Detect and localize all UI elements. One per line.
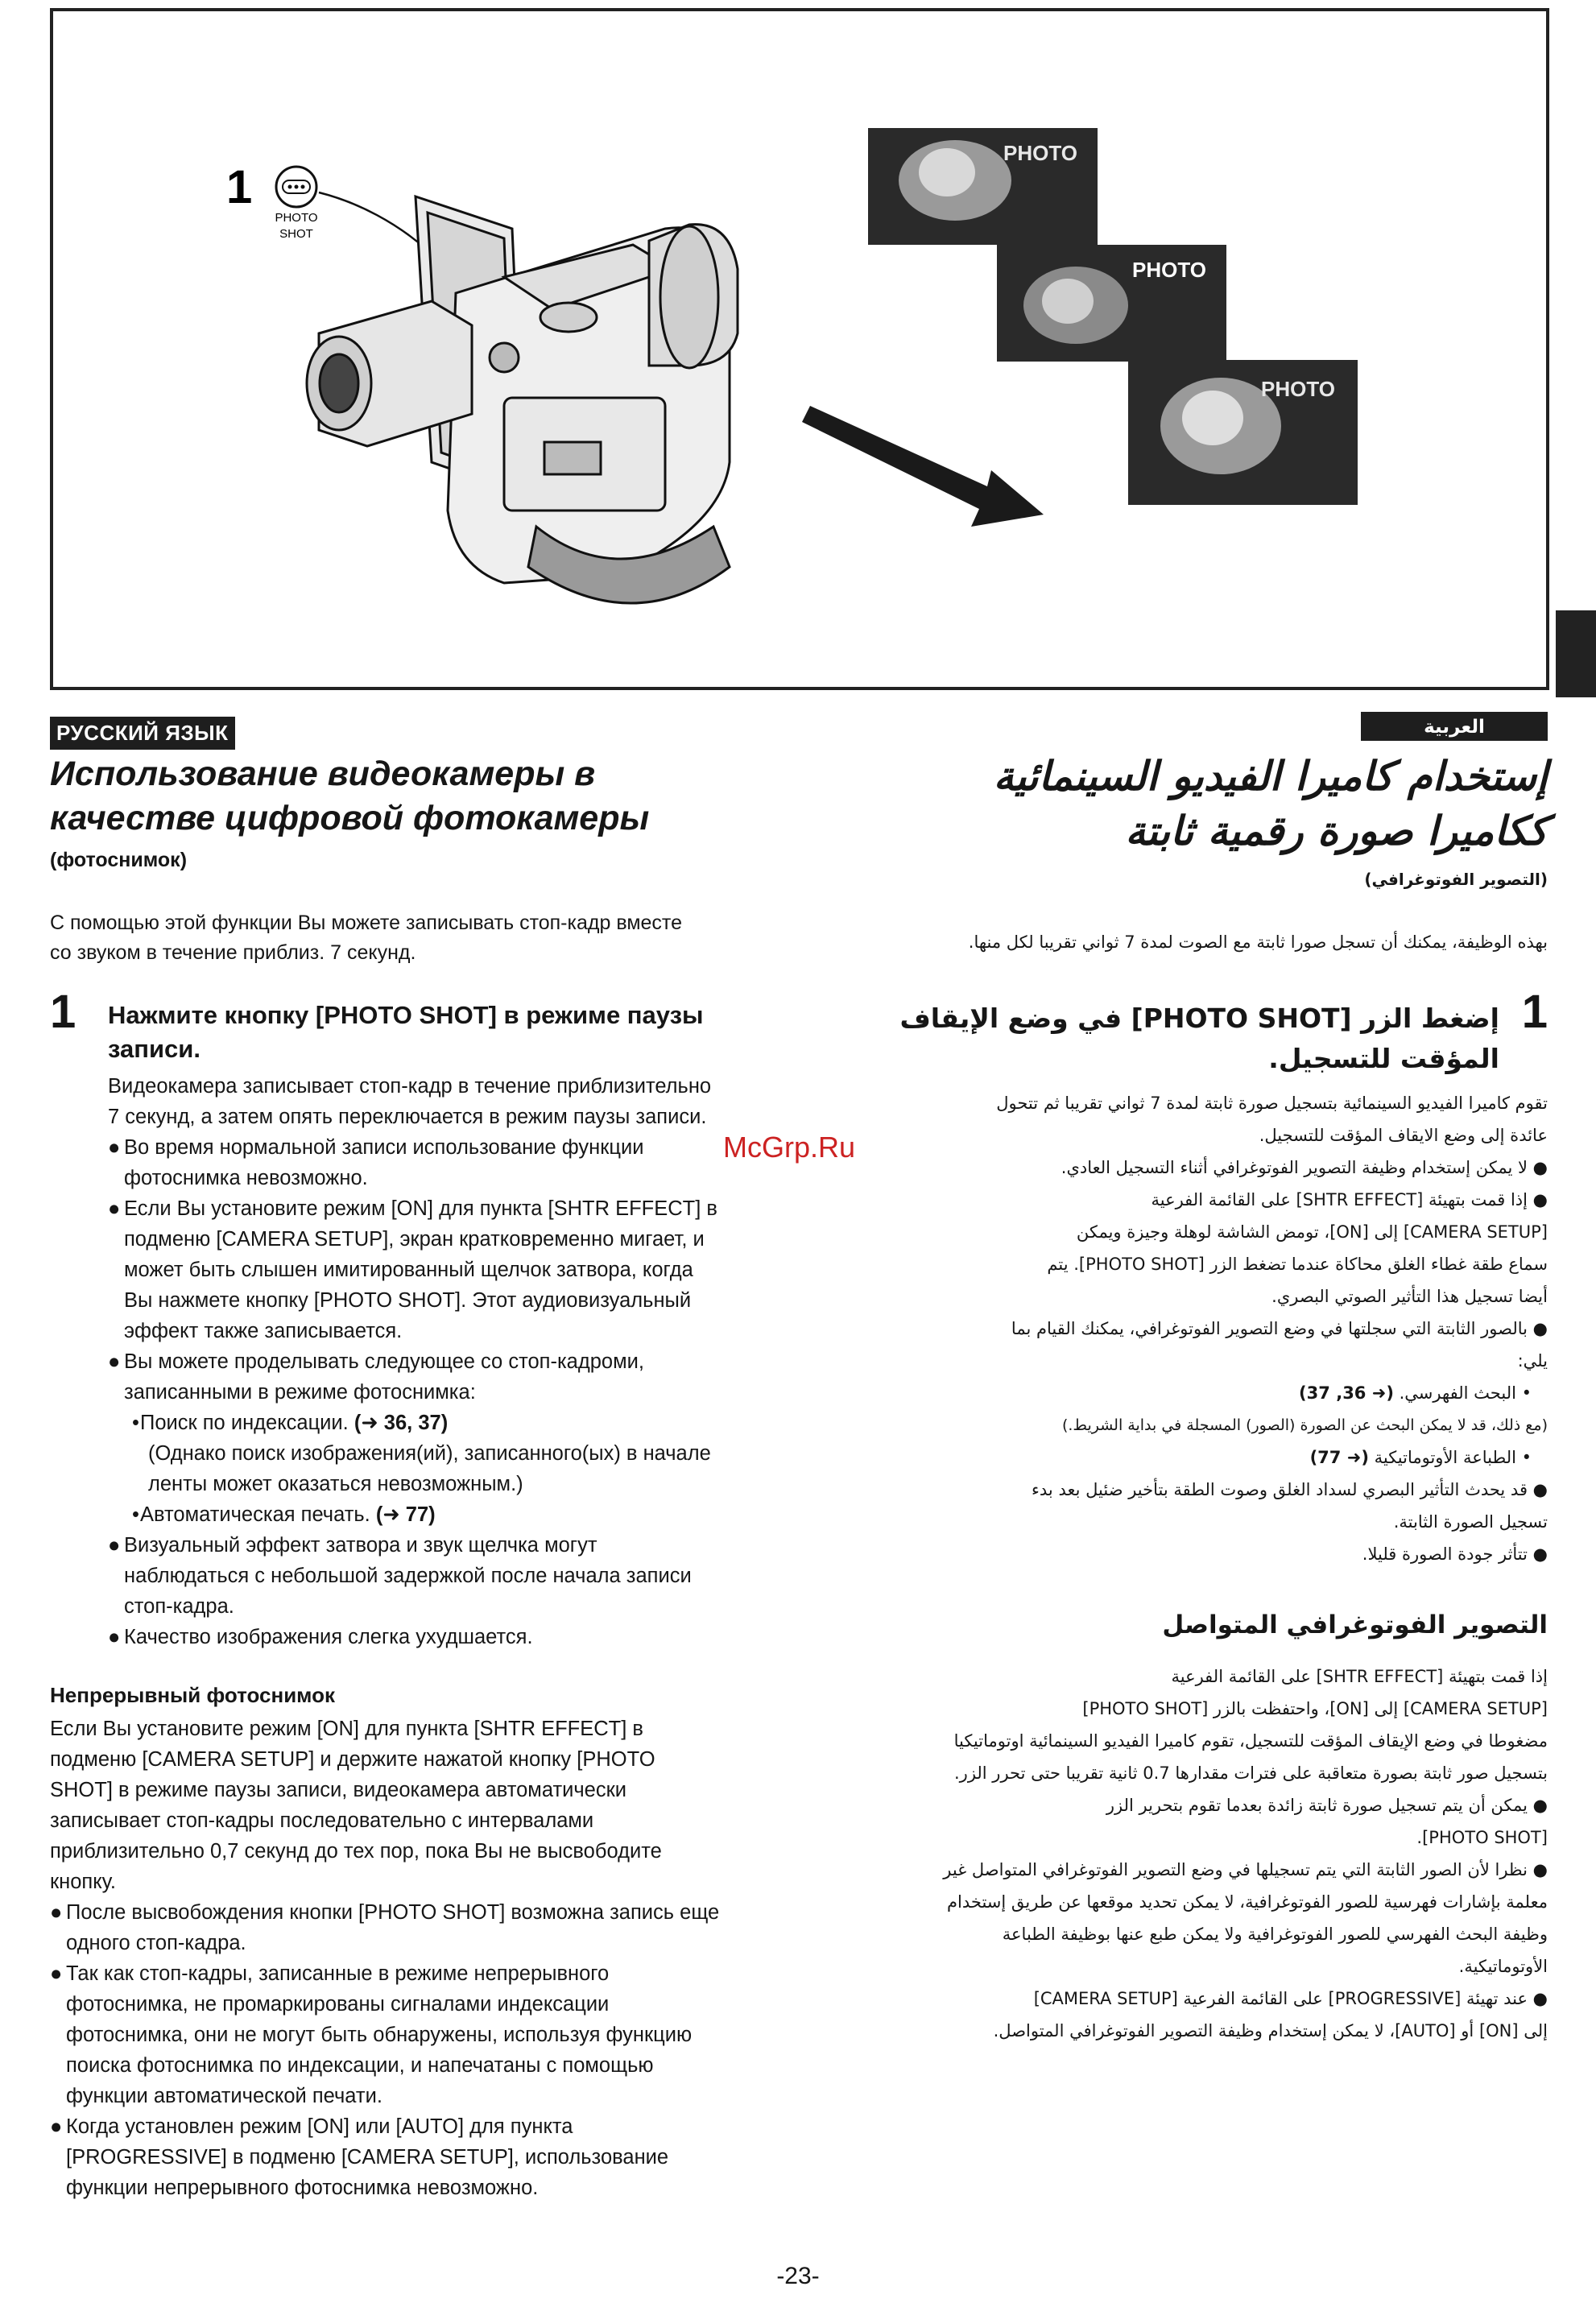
sub-bullet-item: • الطباعة الأوتوماتيكية (➜ 77) <box>1309 1448 1532 1467</box>
step-description: تقوم كاميرا الفيديو السينمائية بتسجيل صورة ثابتة لمدة 7 ثواني تقريبا ثم تتحول عائدة إلى وضع الايقاف المؤقت للتسجيل. <box>996 1094 1548 1145</box>
russian-title: Использование видеокамеры в качестве цифровой фотокамеры <box>50 755 650 837</box>
russian-continuous-heading: Непрерывный фотоснимок <box>50 1683 335 1707</box>
photo-shot-button-icon <box>276 167 316 207</box>
lion-photo-frame-icon <box>868 128 1358 505</box>
bullet-item: ● قد يحدث التأثير البصري لسداد الغلق وصوت الطقة بتأخير ضئيل بعد بدء تسجيل الصورة الثابتة. <box>1032 1480 1548 1532</box>
arabic-language-label: العربية <box>1361 712 1548 741</box>
page-reference: (➜ 77) <box>375 1503 436 1526</box>
bullet-item: ● نظرا لأن الصور الثابتة التي يتم تسجيلها في وضع التصوير الفوتوغرافي المتواصل غير معلمة بإشارات فهرسية للصور الفوتوغرافية، لا يمكن تحديد موقعها عن طريق إستخدام وظيفة البحث الفهرسي للصور الفوتوغرافية ولا يمكن طبع عنها بوظيفة الطباعة الأوتوماتيكية. <box>943 1860 1548 1976</box>
bullet-item: ● Если Вы установите режим [ON] для пункта [SHTR EFFECT] в подменю [CAMERA SETUP], экран кратковременно мигает, и может быть слышен имитированный щелчок затвора, когда Вы нажмете кнопку [PHOTO SHOT]. Этот аудиовизуальный эффект также записывается. <box>108 1197 717 1342</box>
bullet-item: ● Визуальный эффект затвора и звук щелчка могут наблюдаться с небольшой задержкой после начала записи стоп-кадра. <box>108 1534 692 1618</box>
sub-bullet-note: (Однако поиск изображения(ий), записанного(ых) в начале ленты может оказаться невозможным.) <box>148 1442 711 1495</box>
arabic-intro: بهذه الوظيفة، يمكنك أن تسجل صورا ثابتة مع الصوت لمدة 7 ثواني تقريبا لكل منها. <box>968 932 1548 952</box>
sub-bullet-item: • البحث الفهرسي. (➜ 36, 37) <box>1299 1383 1532 1403</box>
page-reference: (➜ 77) <box>1309 1448 1369 1467</box>
arabic-subtitle: (التصوير الفوتوغرافي) <box>1364 870 1548 889</box>
russian-language-label: РУССКИЙ ЯЗЫК <box>50 717 235 750</box>
sub-bullet-note: (مع ذلك، قد لا يمكن البحث عن الصورة (الصور) المسجلة في بداية الشريط.) <box>1061 1416 1548 1434</box>
bullet-item: ● Во время нормальной записи использование функции фотоснимка невозможно. <box>108 1136 644 1189</box>
russian-step-body <box>108 1071 817 1652</box>
arabic-step-heading: إضغط الزر [PHOTO SHOT] في وضع الإيقاف المؤقت للتسجيل. <box>899 1003 1499 1074</box>
arrow-icon <box>802 406 1044 527</box>
bullet-item: ● يمكن أن يتم تسجيل صورة ثابتة زائدة بعدما تقوم بتحرير الزر [PHOTO SHOT]. <box>1106 1796 1548 1847</box>
russian-intro: С помощью этой функции Вы можете записывать стоп-кадр вместе со звуком в течение приблиз. 7 секунд. <box>50 912 682 964</box>
step-description: Видеокамера записывает стоп-кадр в течение приблизительно 7 секунд, а затем опять переключается в режим паузы записи. <box>108 1075 712 1128</box>
bullet-item: ● بالصور الثابتة التي سجلتها في وضع التصوير الفوتوغرافي، يمكنك القيام بما يلي: <box>1011 1319 1548 1371</box>
camcorder-icon <box>307 196 738 603</box>
bullet-item: ● عند تهيئة [PROGRESSIVE] على القائمة الفرعية [CAMERA SETUP] إلى [ON] أو [AUTO]، لا يمكن إستخدام وظيفة التصوير الفوتوغرافي المتواصل. <box>993 1989 1548 2040</box>
svg-text:PHOTO: PHOTO <box>275 211 318 225</box>
illustration-frame <box>50 8 1549 690</box>
arabic-title: إستخدام كاميرا الفيديو السينمائية ككاميرا صورة رقمية ثابتة <box>993 753 1548 854</box>
arabic-continuous-body: إذا قمت بتهيئة [SHTR EFFECT] على القائمة الفرعية [CAMERA SETUP] إلى [ON]، واحتفظت بالزر [PHOTO SHOT] مضغوطا في وضع الإيقاف المؤقت للتسجيل، تقوم كاميرا الفيديو السينمائية اوتوماتيكيا بتسجيل صور ثابتة بصورة متعاقبة على فترات مقدارها 0.7 ثانية تقريبا حتى تحرر الزر. ● يمكن أن يتم تسجيل صورة ثابتة زائدة بعدما تقوم بتحرير الزر [PHOTO SHOT]. ● نظرا لأن الصور الثابتة التي يتم تسجيلها في وضع التصوير الفوتوغرافي المتواصل غير معلمة بإشارات فهرسية للصور الفوتوغرافية، لا يمكن تحديد موقعها عن طريق إستخدام وظيفة البحث الفهرسي للصور الفوتوغرافية ولا يمكن طبع عنها بوظيفة الطباعة الأوتوماتيكية. ● عند تهيئة [PROGRESSIVE] على القائمة الفرعية [CAMERA SETUP] إلى [ON] أو [AUTO]، لا يمكن إستخدام وظيفة التصوير الفوتوغرافي المتواصل. <box>878 1660 1548 2047</box>
bullet-item: ● Вы можете проделывать следующее со стоп-кадроми, записанными в режиме фотоснимка: <box>108 1350 644 1404</box>
page-reference: (➜ 36, 37) <box>1299 1383 1394 1403</box>
arabic-continuous-heading: التصوير الفوتوغرافي المتواصل <box>1162 1610 1548 1639</box>
bullet-item: ● تتأثر جودة الصورة قليلا. <box>1362 1544 1548 1564</box>
page-reference: (➜ 36, 37) <box>354 1412 449 1434</box>
camcorder-illustration <box>53 11 1553 693</box>
bullet-item: ● لا يمكن إستخدام وظيفة التصوير الفوتوغرافي أثناء التسجيل العادي. <box>1061 1158 1548 1177</box>
svg-text:PHOTO: PHOTO <box>1003 141 1077 165</box>
svg-text:PHOTO: PHOTO <box>1261 377 1335 401</box>
sub-bullet-item: • Поиск по индексации. (➜ 36, 37) <box>132 1412 449 1434</box>
arabic-step-body <box>878 1087 1548 1570</box>
watermark: McGrp.Ru <box>723 1131 856 1164</box>
arabic-step-number: 1 <box>1521 986 1548 1038</box>
russian-continuous-body: Если Вы установите режим [ON] для пункта [SHTR EFFECT] в подменю [CAMERA SETUP] и держите нажатой кнопку [PHOTO SHOT] в режиме паузы записи, видеокамера автоматически записывает стоп-кадры последовательно с интервалами приблизительно 0,7 секунд до тех пор, пока Вы не высвободите кнопку. ● После высвобождения кнопки [PHOTO SHOT] возможна запись еще одного стоп-кадра. ● Так как стоп-кадры, записанные в режиме непрерывного фотоснимка, не промаркированы сигналами индексации фотоснимка, они не могут быть обнаружены, используя функцию поиска фотоснимка по индексации, и напечатаны с помощью функции автоматической печати. ● Когда установлен режим [ON] или [AUTO] для пункта [PROGRESSIVE] в подменю [CAMERA SETUP], использование функции непрерывного фотоснимка невозможно. <box>50 1714 819 2203</box>
bullet-item: ● Качество изображения слегка ухудшается. <box>108 1626 533 1648</box>
russian-subtitle: (фотоснимок) <box>50 849 188 871</box>
sub-bullet-item: • Автоматическая печать. (➜ 77) <box>132 1503 436 1526</box>
page-number: -23- <box>776 2263 820 2289</box>
svg-text:SHOT: SHOT <box>279 227 313 241</box>
russian-step-heading: Нажмите кнопку [PHOTO SHOT] в режиме паузы записи. <box>108 1001 704 1063</box>
bullet-item: ● إذا قمت بتهيئة [SHTR EFFECT] على القائمة الفرعية [CAMERA SETUP] إلى [ON]، تومض الشاشة لوهلة وجيزة ويمكن سماع طقة غطاء الغلق محاكاة عندما تضغط الزر [PHOTO SHOT]. يتم أيضا تسجيل هذا التأثير الصوتي البصري. <box>1047 1190 1548 1306</box>
bullet-item: ● Когда установлен режим [ON] или [AUTO] для пункта [PROGRESSIVE] в подменю [CAMERA SETUP], использование функции непрерывного фотоснимка невозможно. <box>50 2115 669 2199</box>
svg-text:PHOTO: PHOTO <box>1132 258 1206 282</box>
russian-step-number: 1 <box>50 986 76 1038</box>
bullet-item: ● После высвобождения кнопки [PHOTO SHOT] возможна запись еще одного стоп-кадра. <box>50 1901 720 1954</box>
bullet-item: ● Так как стоп-кадры, записанные в режиме непрерывного фотоснимка, не промаркированы сигналами индексации фотоснимка, они не могут быть обнаружены, используя функцию поиска фотоснимка по индексации, и напечатаны с помощью функции автоматической печати. <box>50 1962 693 2107</box>
section-tab-marker <box>1556 610 1596 697</box>
step-label: 1 <box>226 161 253 213</box>
